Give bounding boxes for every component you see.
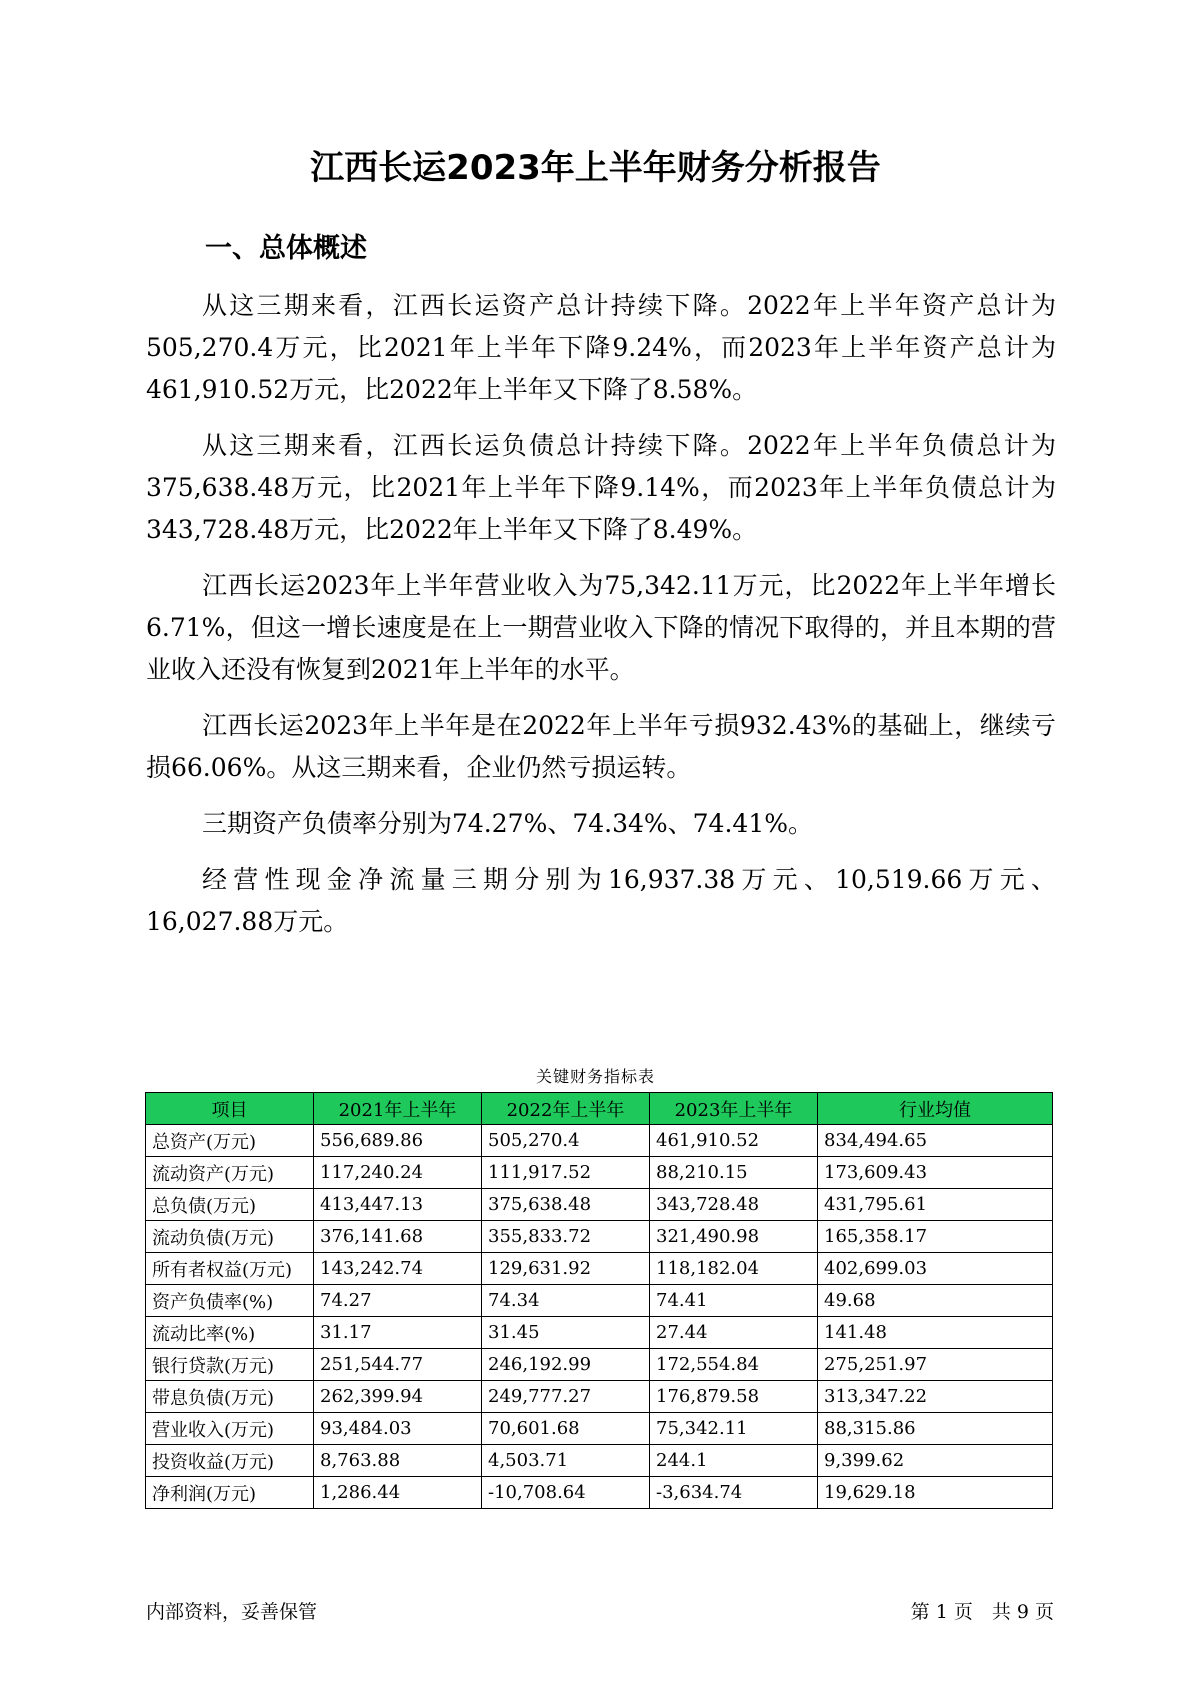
key-financials-table bbox=[145, 1092, 1053, 1509]
table-cell: 173,609.43 bbox=[818, 1157, 1053, 1189]
table-cell: 营业收入(万元) bbox=[146, 1413, 314, 1445]
table-cell: 资产负债率(%) bbox=[146, 1285, 314, 1317]
table-cell: 262,399.94 bbox=[314, 1381, 482, 1413]
table-cell: 321,490.98 bbox=[650, 1221, 818, 1253]
table-row bbox=[146, 1413, 1053, 1445]
paragraph-cashflow: 经营性现金净流量三期分别为16,937.38万元、10,519.66万元、16,027.88万元。 bbox=[146, 865, 1056, 936]
table-cell: 141.48 bbox=[818, 1317, 1053, 1349]
table-header-row bbox=[146, 1093, 1053, 1125]
table-cell: 176,879.58 bbox=[650, 1381, 818, 1413]
table-cell: 流动比率(%) bbox=[146, 1317, 314, 1349]
header-cell: 项目 bbox=[146, 1093, 314, 1125]
table-cell: 带息负债(万元) bbox=[146, 1381, 314, 1413]
table-cell: 88,315.86 bbox=[818, 1413, 1053, 1445]
table-cell: 117,240.24 bbox=[314, 1157, 482, 1189]
table-row bbox=[146, 1157, 1053, 1189]
table-cell: 413,447.13 bbox=[314, 1189, 482, 1221]
table-row bbox=[146, 1221, 1053, 1253]
table-cell: 505,270.4 bbox=[482, 1125, 650, 1157]
table-cell: 143,242.74 bbox=[314, 1253, 482, 1285]
table-cell: 129,631.92 bbox=[482, 1253, 650, 1285]
table-cell: 9,399.62 bbox=[818, 1445, 1053, 1477]
table-row bbox=[146, 1349, 1053, 1381]
paragraph-revenue: 江西长运2023年上半年营业收入为75,342.11万元，比2022年上半年增长6.71%，但这一增长速度是在上一期营业收入下降的情况下取得的，并且本期的营业收入还没有恢复到2021年上半年的水平。 bbox=[146, 571, 1056, 684]
table-cell: 402,699.03 bbox=[818, 1253, 1053, 1285]
table-cell: 165,358.17 bbox=[818, 1221, 1053, 1253]
table-cell: -10,708.64 bbox=[482, 1477, 650, 1509]
section-heading: 一、总体概述 bbox=[205, 233, 367, 264]
table-cell: 31.45 bbox=[482, 1317, 650, 1349]
table-cell: 461,910.52 bbox=[650, 1125, 818, 1157]
table-caption: 关键财务指标表 bbox=[535, 1067, 655, 1086]
table-cell: 313,347.22 bbox=[818, 1381, 1053, 1413]
table-row bbox=[146, 1189, 1053, 1221]
table-cell: 249,777.27 bbox=[482, 1381, 650, 1413]
table-cell: 834,494.65 bbox=[818, 1125, 1053, 1157]
table-row bbox=[146, 1253, 1053, 1285]
table-cell: 总资产(万元) bbox=[146, 1125, 314, 1157]
header-cell: 行业均值 bbox=[818, 1093, 1053, 1125]
table-row bbox=[146, 1285, 1053, 1317]
paragraph-profit: 江西长运2023年上半年是在2022年上半年亏损932.43%的基础上，继续亏损66.06%。从这三期来看，企业仍然亏损运转。 bbox=[146, 711, 1056, 782]
table-cell: 275,251.97 bbox=[818, 1349, 1053, 1381]
table-cell: 银行贷款(万元) bbox=[146, 1349, 314, 1381]
footer-page-number: 第 1 页 共 9 页 bbox=[910, 1601, 1054, 1623]
table-cell: 118,182.04 bbox=[650, 1253, 818, 1285]
table-cell: 所有者权益(万元) bbox=[146, 1253, 314, 1285]
table-cell: 74.27 bbox=[314, 1285, 482, 1317]
table-cell: 总负债(万元) bbox=[146, 1189, 314, 1221]
table-cell: 19,629.18 bbox=[818, 1477, 1053, 1509]
table-cell: 111,917.52 bbox=[482, 1157, 650, 1189]
header-cell: 2021年上半年 bbox=[314, 1093, 482, 1125]
table-cell: 88,210.15 bbox=[650, 1157, 818, 1189]
table-row bbox=[146, 1125, 1053, 1157]
table-cell: 355,833.72 bbox=[482, 1221, 650, 1253]
header-cell: 2022年上半年 bbox=[482, 1093, 650, 1125]
table-cell: 流动负债(万元) bbox=[146, 1221, 314, 1253]
table-cell: 49.68 bbox=[818, 1285, 1053, 1317]
report-title: 江西长运2023年上半年财务分析报告 bbox=[310, 148, 881, 188]
table-cell: 8,763.88 bbox=[314, 1445, 482, 1477]
table-row bbox=[146, 1317, 1053, 1349]
table-cell: 31.17 bbox=[314, 1317, 482, 1349]
table-cell: 93,484.03 bbox=[314, 1413, 482, 1445]
table-cell: 27.44 bbox=[650, 1317, 818, 1349]
table-cell: 556,689.86 bbox=[314, 1125, 482, 1157]
table-cell: 4,503.71 bbox=[482, 1445, 650, 1477]
table-cell: 74.34 bbox=[482, 1285, 650, 1317]
table-cell: 1,286.44 bbox=[314, 1477, 482, 1509]
table-cell: 投资收益(万元) bbox=[146, 1445, 314, 1477]
table-cell: 74.41 bbox=[650, 1285, 818, 1317]
table-cell: 净利润(万元) bbox=[146, 1477, 314, 1509]
header-cell: 2023年上半年 bbox=[650, 1093, 818, 1125]
table-cell: 70,601.68 bbox=[482, 1413, 650, 1445]
paragraph-assets: 从这三期来看，江西长运资产总计持续下降。2022年上半年资产总计为505,270.4万元，比2021年上半年下降9.24%，而2023年上半年资产总计为461,910.52万元，比2022年上半年又下降了8.58%。 bbox=[146, 291, 1056, 404]
table-cell: 244.1 bbox=[650, 1445, 818, 1477]
table-cell: 172,554.84 bbox=[650, 1349, 818, 1381]
table-cell: 75,342.11 bbox=[650, 1413, 818, 1445]
table-cell: 流动资产(万元) bbox=[146, 1157, 314, 1189]
table-row bbox=[146, 1445, 1053, 1477]
table-row bbox=[146, 1477, 1053, 1509]
overview-paragraphs bbox=[146, 285, 1056, 957]
table-row bbox=[146, 1381, 1053, 1413]
table-cell: 375,638.48 bbox=[482, 1189, 650, 1221]
paragraph-liabilities: 从这三期来看，江西长运负债总计持续下降。2022年上半年负债总计为375,638.48万元，比2021年上半年下降9.14%，而2023年上半年负债总计为343,728.48万元，比2022年上半年又下降了8.49%。 bbox=[146, 431, 1056, 544]
footer-confidential-note: 内部资料，妥善保管 bbox=[146, 1601, 318, 1623]
paragraph-debt-ratio: 三期资产负债率分别为74.27%、74.34%、74.41%。 bbox=[202, 809, 813, 838]
table-cell: 376,141.68 bbox=[314, 1221, 482, 1253]
table-cell: 251,544.77 bbox=[314, 1349, 482, 1381]
table-cell: 246,192.99 bbox=[482, 1349, 650, 1381]
table-cell: 431,795.61 bbox=[818, 1189, 1053, 1221]
table-cell: 343,728.48 bbox=[650, 1189, 818, 1221]
table-cell: -3,634.74 bbox=[650, 1477, 818, 1509]
